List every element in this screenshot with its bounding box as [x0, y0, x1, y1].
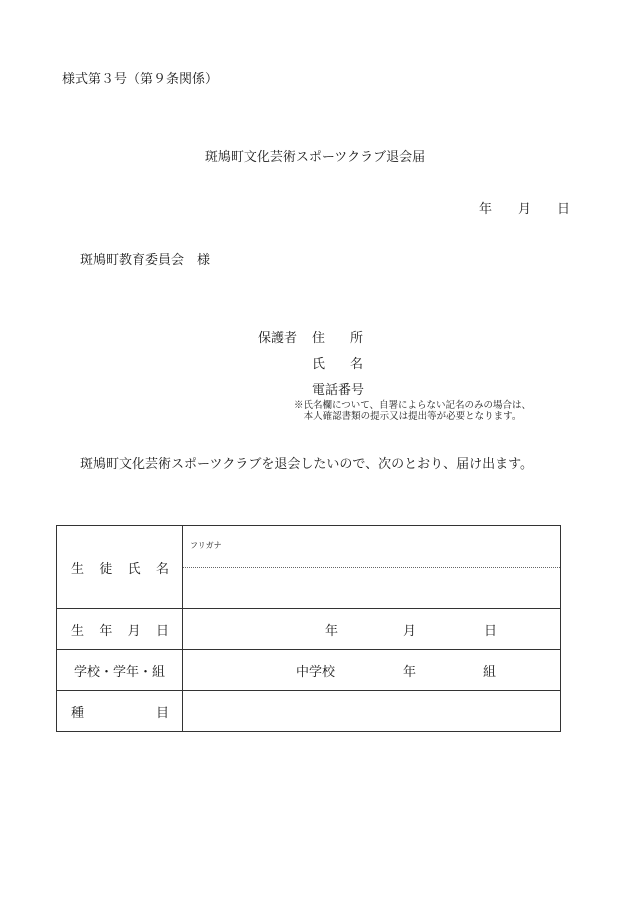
birth-month-label: 月 — [403, 624, 417, 639]
furigana-divider — [183, 567, 560, 568]
event-label: 種 目 — [57, 691, 183, 732]
furigana-label: フリガナ — [190, 541, 222, 550]
withdrawal-statement: 斑鳩町文化芸術スポーツクラブを退会したいので、次のとおり、届け出ます。 — [80, 457, 534, 472]
address-label-2: 所 — [350, 331, 364, 346]
event-field[interactable] — [183, 691, 561, 732]
student-name-field[interactable] — [183, 526, 561, 609]
student-name-row — [57, 526, 561, 609]
birth-year-label: 年 — [325, 624, 339, 639]
form-number: 様式第３号（第９条関係） — [62, 72, 219, 87]
birthdate-row — [57, 609, 561, 650]
school-field[interactable] — [183, 650, 561, 691]
date-day-label: 日 — [557, 202, 571, 217]
student-name-label: 生 徒 氏 名 — [57, 526, 183, 609]
class-suffix-label: 組 — [483, 665, 497, 680]
birth-day-label: 日 — [484, 624, 498, 639]
grade-suffix-label: 年 — [403, 665, 417, 680]
phone-label: 電話番号 — [312, 383, 365, 398]
name-label-1: 氏 — [312, 357, 326, 372]
address-label-1: 住 — [312, 331, 326, 346]
event-row — [57, 691, 561, 732]
note-line-2: 本人確認書類の提示又は提出等が必要となります。 — [303, 411, 522, 422]
name-label-2: 名 — [350, 357, 364, 372]
school-suffix-label: 中学校 — [296, 665, 336, 680]
date-year-label: 年 — [479, 202, 493, 217]
birthdate-label: 生 年 月 日 — [57, 609, 183, 650]
school-label: 学校・学年・組 — [57, 650, 183, 691]
document-title: 斑鳩町文化芸術スポーツクラブ退会届 — [204, 150, 426, 165]
note-line-1: ※氏名欄について、自署によらない記名のみの場合は、 — [293, 400, 532, 411]
signature-note — [280, 400, 545, 422]
birthdate-field[interactable] — [183, 609, 561, 650]
school-row — [57, 650, 561, 691]
date-month-label: 月 — [518, 202, 532, 217]
addressee: 斑鳩町教育委員会 様 — [80, 253, 211, 268]
student-info-table — [56, 525, 561, 732]
guardian-label: 保護者 — [258, 331, 298, 346]
